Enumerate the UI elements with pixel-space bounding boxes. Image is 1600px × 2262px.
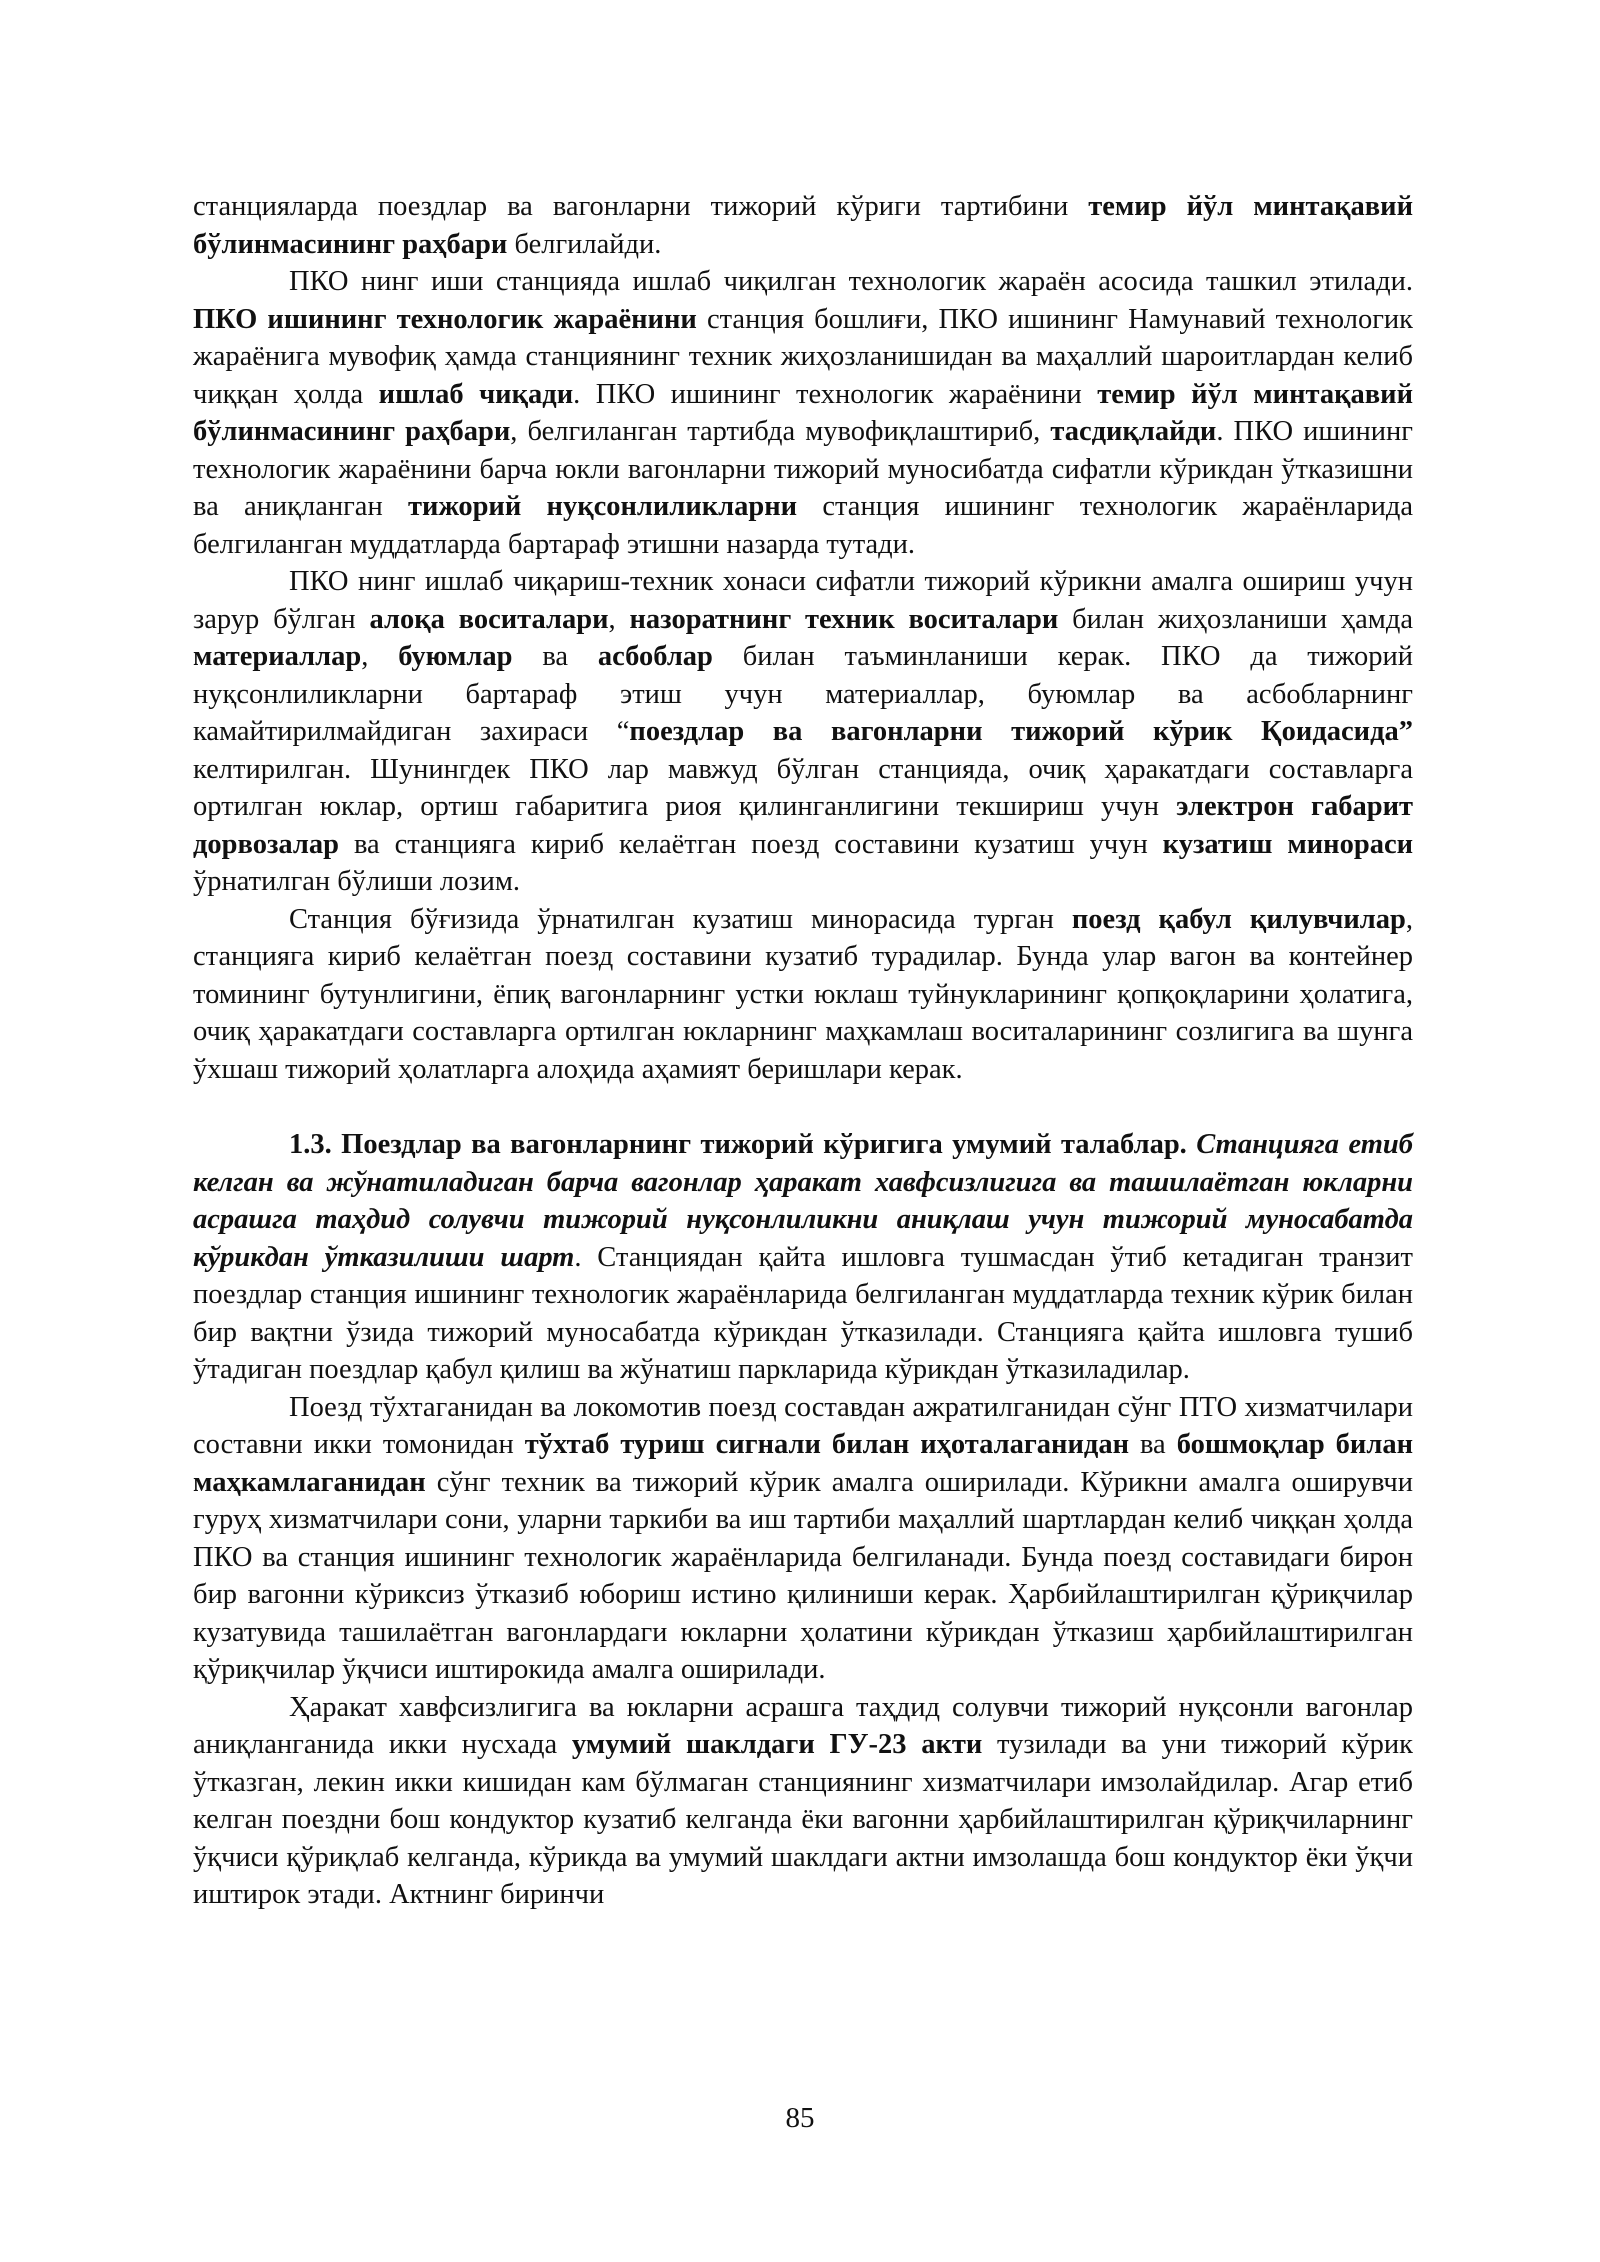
text-run: , станцияга кириб келаётган поезд составини кузатиб турадилар. Бунда улар вагон ва контейнер томининг бутунлигини, ёпиқ вагонларнинг устки юклаш туйнукларининг қопқоқларини ҳолатига, очиқ ҳаракатдаги составларга ортилган юкларнинг маҳкамлаш воситаларининг созлигига ва шунга ўхшаш тижорий ҳолатларга алоҳида аҳамият беришлари керак.: [193, 903, 1413, 1085]
text-run: ПКО нинг иши станцияда ишлаб чиқилган технологик жараён асосида ташкил этилади.: [289, 266, 1413, 297]
paragraph: [193, 1689, 1413, 1914]
bold-text: темир йўл минтақавий бўлинмасининг раҳбари: [193, 378, 1414, 447]
text-run: ўрнатилган бўлиши лозим.: [193, 866, 520, 897]
bold-text: тасдиқлайди: [1050, 416, 1217, 447]
text-run: ва: [512, 641, 598, 672]
bold-text: материаллар: [193, 641, 362, 672]
text-run: билан жиҳозланиши ҳамда: [1058, 603, 1413, 635]
bold-text: умумий шаклдаги ГУ-23 акти: [571, 1729, 983, 1760]
paragraph: [193, 1389, 1413, 1689]
text-run: . Станциядан қайта ишловга тушмасдан ўтиб кетадиган транзит поездлар станция ишининг технологик жараёнларида белгиланган муддатларда техник кўрик билан бир вақтни ўзида тижорий муносабатда кўрикдан ўтказилади. Станцияга қайта ишловга тушиб ўтадиган поездлар қабул қилиш ва жўнатиш паркларида кўрикдан ўтказиладилар.: [193, 1241, 1413, 1385]
text-run: Поезд тўхтаганидан ва локомотив поезд составдан ажратилганидан сўнг ПТО хизматчилари составни икки томонидан: [193, 1391, 1413, 1460]
text-run: . ПКО ишининг технологик жараёнини барча юкли вагонларни тижорий муносибатда сифатли кўрикдан ўтказишни ва аниқланган: [193, 416, 1413, 522]
bold-text: асбоблар: [597, 641, 713, 672]
text-run: станцияларда поездлар ва вагонларни тижорий кўриги тартибини: [193, 191, 1089, 222]
text-run: ,: [608, 603, 630, 635]
bold-text: поездлар ва вагонларни тижорий кўрик Қоидасида”: [629, 716, 1413, 747]
text-run: сўнг техник ва тижорий кўрик амалга оширилади. Кўрикни амалга оширувчи гуруҳ хизматчилари сони, уларни таркиби ва иш тартиби маҳаллий шартлардан келиб чиққан ҳолда ПКО ва станция ишининг технологик жараёнларида белгиланади. Бунда поезд составидаги бирон бир вагонни кўриксиз ўтказиб юбориш истино қилиниши керак. Ҳарбийлаштирилган қўриқчилар кузатувида ташилаётган вагонлардаги юкларни ҳолатини кўрикдан ўтказиш ҳарбийлаштирилган қўриқчилар ўқчиси иштирокида амалга оширилади.: [193, 1466, 1413, 1685]
bold-text: ПКО ишининг технологик жараёнини: [193, 303, 697, 335]
text-run: ва: [1129, 1429, 1177, 1460]
paragraph: [193, 563, 1413, 901]
text-run: белгилайди.: [507, 228, 662, 260]
paragraph: [193, 901, 1413, 1089]
text-run: . ПКО ишининг технологик жараёнини: [573, 378, 1098, 410]
text-run: станция бошлиғи, ПКО ишининг Намунавий технологик жараёнига мувофиқ ҳамда станциянинг техник жиҳозланишидан ва маҳаллий шароитлардан келиб чиққан ҳолда: [193, 303, 1413, 410]
body-text: [193, 188, 1413, 1914]
text-run: Станция бўғизида ўрнатилган кузатиш минорасида турган: [289, 903, 1072, 935]
text-run: билан таъминланиши керак. ПКО да тижорий нуқсонлиликларни бартараф этиш учун материаллар, буюмлар ва асбобларнинг камайтирилмайдиган захираси “: [193, 641, 1414, 747]
paragraph: [193, 263, 1413, 563]
text-run: ва станцияга кириб келаётган поезд составини кузатиш учун: [339, 828, 1163, 860]
page-number: 85: [785, 2102, 815, 2134]
bold-text: электрон габарит дорвозалар: [193, 791, 1413, 860]
bold-text: 1.3. Поездлар ва вагонларнинг тижорий кўригига умумий талаблар.: [289, 1129, 1197, 1160]
text-run: станция ишининг технологик жараёнларида белгиланган муддатларда бартараф этишни назарда тутади.: [193, 491, 1413, 560]
text-run: келтирилган. Шунингдек ПКО лар мавжуд бўлган станцияда, очиқ ҳаракатдаги составларга ортилган юклар, ортиш габаритига риоя қилинганлигини текшириш учун: [193, 753, 1413, 822]
text-run: ,: [361, 641, 399, 672]
bold-text: бошмоқлар билан маҳкамлаганидан: [193, 1429, 1413, 1498]
bold-text: тижорий нуқсонлиликларни: [407, 491, 798, 522]
bold-text: буюмлар: [398, 641, 513, 672]
text-run: ПКО нинг ишлаб чиқариш-техник хонаси сифатли тижорий кўрикни амалга ошириш учун зарур бўлган: [193, 566, 1413, 635]
bold-text: алоқа воситалари: [369, 603, 609, 635]
emphasis-text: Станцияга етиб келган ва жўнатиладиган барча вагонлар ҳаракат хавфсизлигига ва ташилаётган юкларни асрашга таҳдид солувчи тижорий нуқсонлиликни аниқлаш учун тижорий муносабатда кўрикдан ўтказилиши шарт: [193, 1129, 1413, 1273]
bold-text: тўхтаб туриш сигнали билан иҳоталаганидан: [524, 1429, 1129, 1460]
text-run: Ҳаракат хавфсизлигига ва юкларни асрашга таҳдид солувчи тижорий нуқсонли вагонлар аниқланганида икки нусхада: [193, 1691, 1413, 1760]
bold-text: назоратнинг техник воситалари: [629, 603, 1059, 635]
bold-text: кузатиш минораси: [1162, 828, 1414, 860]
bold-text: ишлаб чиқади: [378, 378, 574, 410]
bold-text: темир йўл минтақавий бўлинмасининг раҳбари: [193, 191, 1414, 260]
text-run: , белгиланган тартибда мувофиқлаштириб,: [510, 416, 1051, 447]
paragraph: [193, 1126, 1413, 1389]
text-run: тузилади ва уни тижорий кўрик ўтказган, лекин икки кишидан кам бўлмаган станциянинг хизматчилари имзолайдилар. Агар етиб келган поездни бош кондуктор кузатиб келганда ёки вагонни ҳарбийлаштирилган қўриқчиларнинг ўқчиси қўриқлаб келганда, кўрикда ва умумий шаклдаги актни имзолашда бош кондуктор ёки ўқчи иштирок этади. Актнинг биринчи: [193, 1729, 1413, 1910]
paragraph: [193, 188, 1413, 263]
bold-text: поезд қабул қилувчилар: [1071, 903, 1406, 935]
